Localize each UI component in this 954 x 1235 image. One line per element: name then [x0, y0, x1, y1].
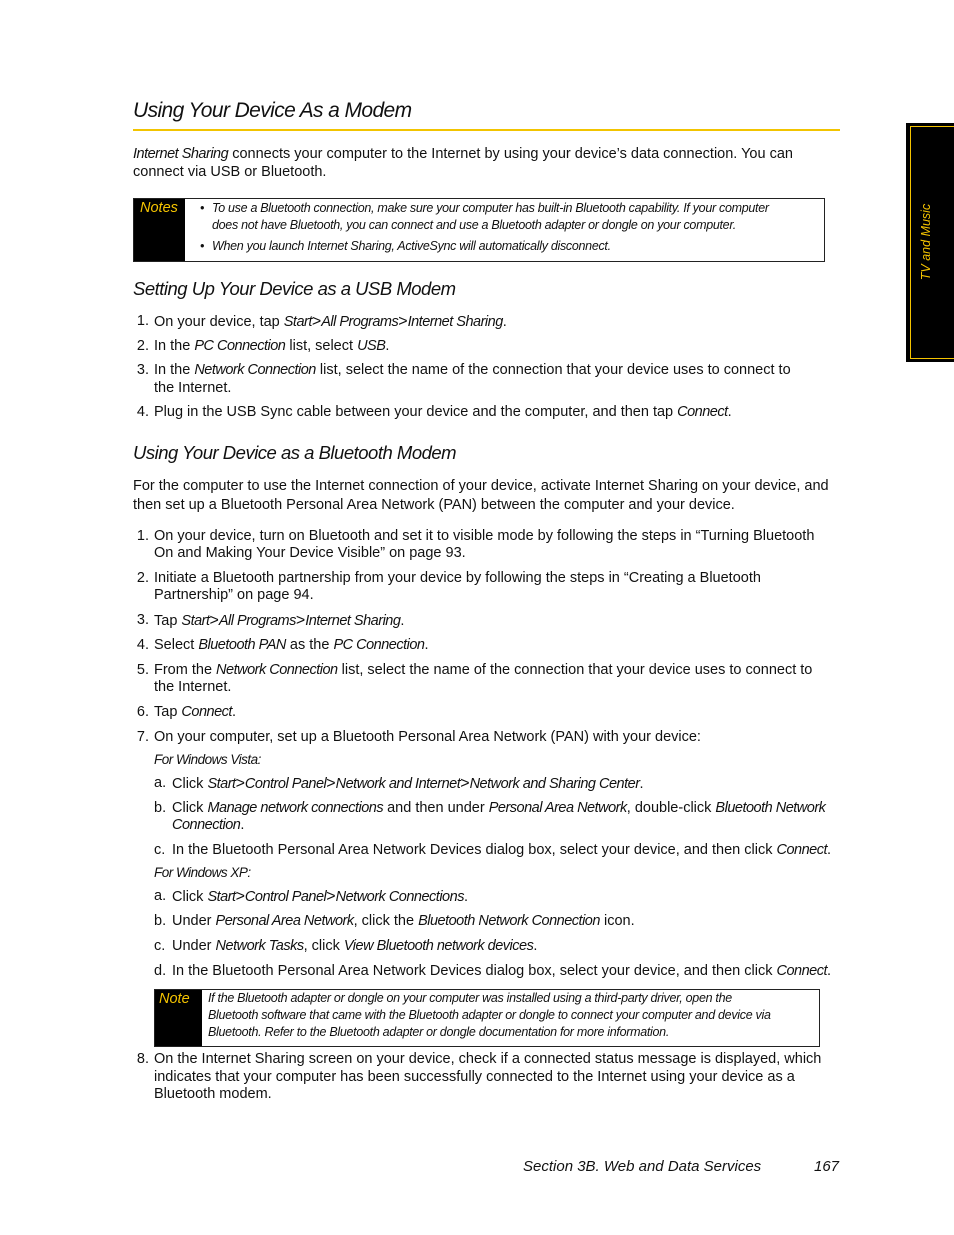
- step-text: list, select the name of the connection that your device uses to connect to: [337, 662, 813, 678]
- step-text: Tap: [154, 613, 182, 629]
- step-text: On your device, tap: [154, 314, 284, 330]
- menu-all-programs: All Programs: [218, 613, 296, 629]
- menu-start: Start: [181, 613, 210, 629]
- note-box: [154, 989, 820, 1047]
- step-number: 4.: [136, 404, 149, 420]
- bt-heading: Using Your Device as a Bluetooth Modem: [133, 442, 457, 463]
- step-number: 6.: [136, 704, 149, 720]
- step-text: and then under: [383, 800, 489, 816]
- step-text: Initiate a Bluetooth partnership from your device by following the steps in “Creating a Bluetooth: [154, 570, 761, 586]
- step-text: Select: [154, 637, 199, 653]
- menu-internet-sharing: Internet Sharing: [407, 314, 503, 330]
- substep-letter: b.: [154, 800, 167, 816]
- note-line-2: Bluetooth software that came with the Bluetooth adapter or dongle to connect your computer and device via: [208, 1008, 771, 1022]
- intro-rest: connects your computer to the Internet by using your device’s data connection. You can: [228, 146, 793, 162]
- step-text-line2: On and Making Your Device Visible” on page 93.: [154, 545, 466, 561]
- intro-paragraph-line2: connect via USB or Bluetooth.: [133, 164, 327, 180]
- note-label: Note: [155, 990, 202, 1046]
- ui-connection: Connection: [172, 817, 241, 833]
- punct: .: [231, 704, 236, 720]
- intro-paragraph-line1: [133, 146, 793, 163]
- notes-box: [133, 198, 825, 262]
- ui-network-tasks: Network Tasks: [215, 938, 304, 954]
- step-text: In the Bluetooth Personal Area Network Devices dialog box, select your device, and then click: [172, 842, 777, 858]
- step-number: 3.: [136, 612, 149, 628]
- step-text: Under: [172, 913, 216, 929]
- footer-section: Section 3B. Web and Data Services: [523, 1158, 762, 1175]
- notes-bullet-2: [200, 238, 611, 255]
- menu-separator: >: [235, 775, 245, 792]
- notes-bullet-2-text: When you launch Internet Sharing, ActiveSync will automatically disconnect.: [212, 239, 611, 253]
- menu-network-and-internet: Network and Internet: [335, 776, 461, 792]
- notes-bullet-1: [200, 200, 769, 234]
- bt-intro-line1: For the computer to use the Internet connection of your device, activate Internet Sharing on your device, and: [133, 478, 829, 494]
- punct: .: [400, 613, 405, 629]
- ui-personal-area-network: Personal Area Network: [215, 913, 354, 929]
- step-text: as the: [285, 637, 334, 653]
- step-number: 2.: [136, 338, 149, 354]
- punct: .: [827, 963, 832, 979]
- step-text: Click: [172, 889, 208, 905]
- step-text: On your computer, set up a Bluetooth Personal Area Network (PAN) with your device:: [154, 729, 701, 745]
- ui-personal-area-network: Personal Area Network: [488, 800, 627, 816]
- step-text: On your device, turn on Bluetooth and set it to visible mode by following the steps in “Turning Bluetooth: [154, 528, 815, 544]
- menu-internet-sharing: Internet Sharing: [305, 613, 401, 629]
- menu-start: Start: [283, 314, 312, 330]
- ui-network-connection: Network Connection: [216, 662, 338, 678]
- step-text: Under: [172, 938, 216, 954]
- ui-connect: Connect: [677, 404, 728, 420]
- ui-bluetooth-network: Bluetooth Network: [715, 800, 826, 816]
- menu-start: Start: [207, 889, 236, 905]
- step-text: , double-click: [626, 800, 716, 816]
- step-number: 1.: [136, 528, 149, 544]
- ui-usb: USB: [357, 338, 386, 354]
- ui-manage-network-connections: Manage network connections: [207, 800, 384, 816]
- menu-network-and-sharing-center: Network and Sharing Center: [469, 776, 640, 792]
- substep-letter: d.: [154, 963, 167, 979]
- step-text-line2: Partnership” on page 94.: [154, 587, 314, 603]
- notes-label: Notes: [134, 199, 185, 261]
- step-text: list, select the name of the connection that your device uses to connect to: [315, 362, 791, 378]
- note-line-1: If the Bluetooth adapter or dongle on your computer was installed using a third-party driver, open the: [208, 991, 732, 1005]
- step-number: 8.: [136, 1051, 149, 1067]
- step-text: icon.: [599, 913, 635, 929]
- ui-bluetooth-network-connection: Bluetooth Network Connection: [418, 913, 600, 929]
- menu-separator: >: [311, 313, 322, 330]
- ui-view-bluetooth-network-devices: View Bluetooth network devices: [343, 938, 534, 954]
- ui-bluetooth-pan: Bluetooth PAN: [198, 637, 286, 653]
- substep-letter: a.: [154, 775, 167, 791]
- usb-heading: Setting Up Your Device as a USB Modem: [133, 278, 456, 299]
- menu-separator: >: [326, 888, 336, 905]
- step-number: 3.: [136, 362, 149, 378]
- punct: .: [827, 842, 832, 858]
- step-text: Click: [172, 776, 208, 792]
- step-number: 5.: [136, 662, 149, 678]
- ui-pc-connection: PC Connection: [194, 338, 286, 354]
- menu-start: Start: [207, 776, 236, 792]
- step-text: In the: [154, 338, 195, 354]
- step-number: 7.: [136, 729, 149, 745]
- intro-term: Internet Sharing: [133, 146, 229, 162]
- note-line-3: Bluetooth. Refer to the Bluetooth adapter or dongle documentation for more information.: [208, 1025, 670, 1039]
- section-title: Using Your Device As a Modem: [133, 99, 412, 122]
- punct: .: [385, 338, 390, 354]
- step-text: In the: [154, 362, 195, 378]
- bullet-glyph: •: [200, 239, 205, 253]
- menu-separator: >: [209, 612, 219, 629]
- menu-control-panel: Control Panel: [244, 776, 327, 792]
- punct: .: [502, 314, 507, 330]
- punct: .: [424, 637, 429, 653]
- xp-label: For Windows XP:: [154, 865, 251, 880]
- substep-letter: a.: [154, 888, 167, 904]
- menu-control-panel: Control Panel: [244, 889, 327, 905]
- menu-separator: >: [295, 612, 306, 629]
- step-text-line2: the Internet.: [154, 679, 232, 695]
- punct: .: [639, 776, 644, 792]
- ui-connect: Connect: [181, 704, 232, 720]
- step-text: list, select: [285, 338, 358, 354]
- step-number: 2.: [136, 570, 149, 586]
- punct: .: [463, 889, 468, 905]
- footer-page-number: 167: [814, 1158, 840, 1175]
- menu-network-connections: Network Connections: [335, 889, 464, 905]
- menu-separator: >: [326, 775, 336, 792]
- substep-letter: c.: [154, 938, 166, 954]
- step-text: , click the: [353, 913, 419, 929]
- punct: .: [727, 404, 732, 420]
- step-text: Click: [172, 800, 208, 816]
- notes-bullet-1-line2: does not have Bluetooth, you can connect and use a Bluetooth adapter or dongle on your computer.: [212, 218, 736, 232]
- step-text-line2: the Internet.: [154, 380, 232, 396]
- step-number: 4.: [136, 637, 149, 653]
- title-rule: [133, 129, 840, 131]
- vista-label: For Windows Vista:: [154, 752, 261, 767]
- side-tab-label: TV and Music: [919, 203, 933, 281]
- step-text: Plug in the USB Sync cable between your device and the computer, and then tap: [154, 404, 678, 420]
- step-number: 1.: [136, 313, 149, 329]
- step-text: In the Bluetooth Personal Area Network Devices dialog box, select your device, and then click: [172, 963, 777, 979]
- step-text: , click: [303, 938, 344, 954]
- ui-pc-connection: PC Connection: [333, 637, 425, 653]
- note-text: [208, 990, 771, 1041]
- menu-separator: >: [235, 888, 245, 905]
- ui-connect: Connect: [776, 963, 828, 979]
- bt-intro-line2: then set up a Bluetooth Personal Area Network (PAN) between the computer and your device.: [133, 497, 735, 513]
- notes-bullet-1-line1: To use a Bluetooth connection, make sure your computer has built-in Bluetooth capability. If your computer: [212, 201, 769, 215]
- step-text-line3: Bluetooth modem.: [154, 1086, 272, 1102]
- menu-separator: >: [460, 775, 470, 792]
- ui-connect: Connect: [776, 842, 828, 858]
- menu-separator: >: [398, 313, 408, 330]
- step-text-line2: indicates that your computer has been successfully connected to the Internet using your device as a: [154, 1069, 795, 1085]
- punct: .: [240, 817, 245, 833]
- substep-letter: c.: [154, 842, 166, 858]
- step-text: From the: [154, 662, 217, 678]
- step-text: On the Internet Sharing screen on your device, check if a connected status message is displayed, which: [154, 1051, 822, 1067]
- punct: .: [533, 938, 538, 954]
- step-text: Tap: [154, 704, 182, 720]
- menu-all-programs: All Programs: [321, 314, 399, 330]
- ui-network-connection: Network Connection: [194, 362, 316, 378]
- substep-letter: b.: [154, 913, 167, 929]
- bullet-glyph: •: [200, 201, 205, 215]
